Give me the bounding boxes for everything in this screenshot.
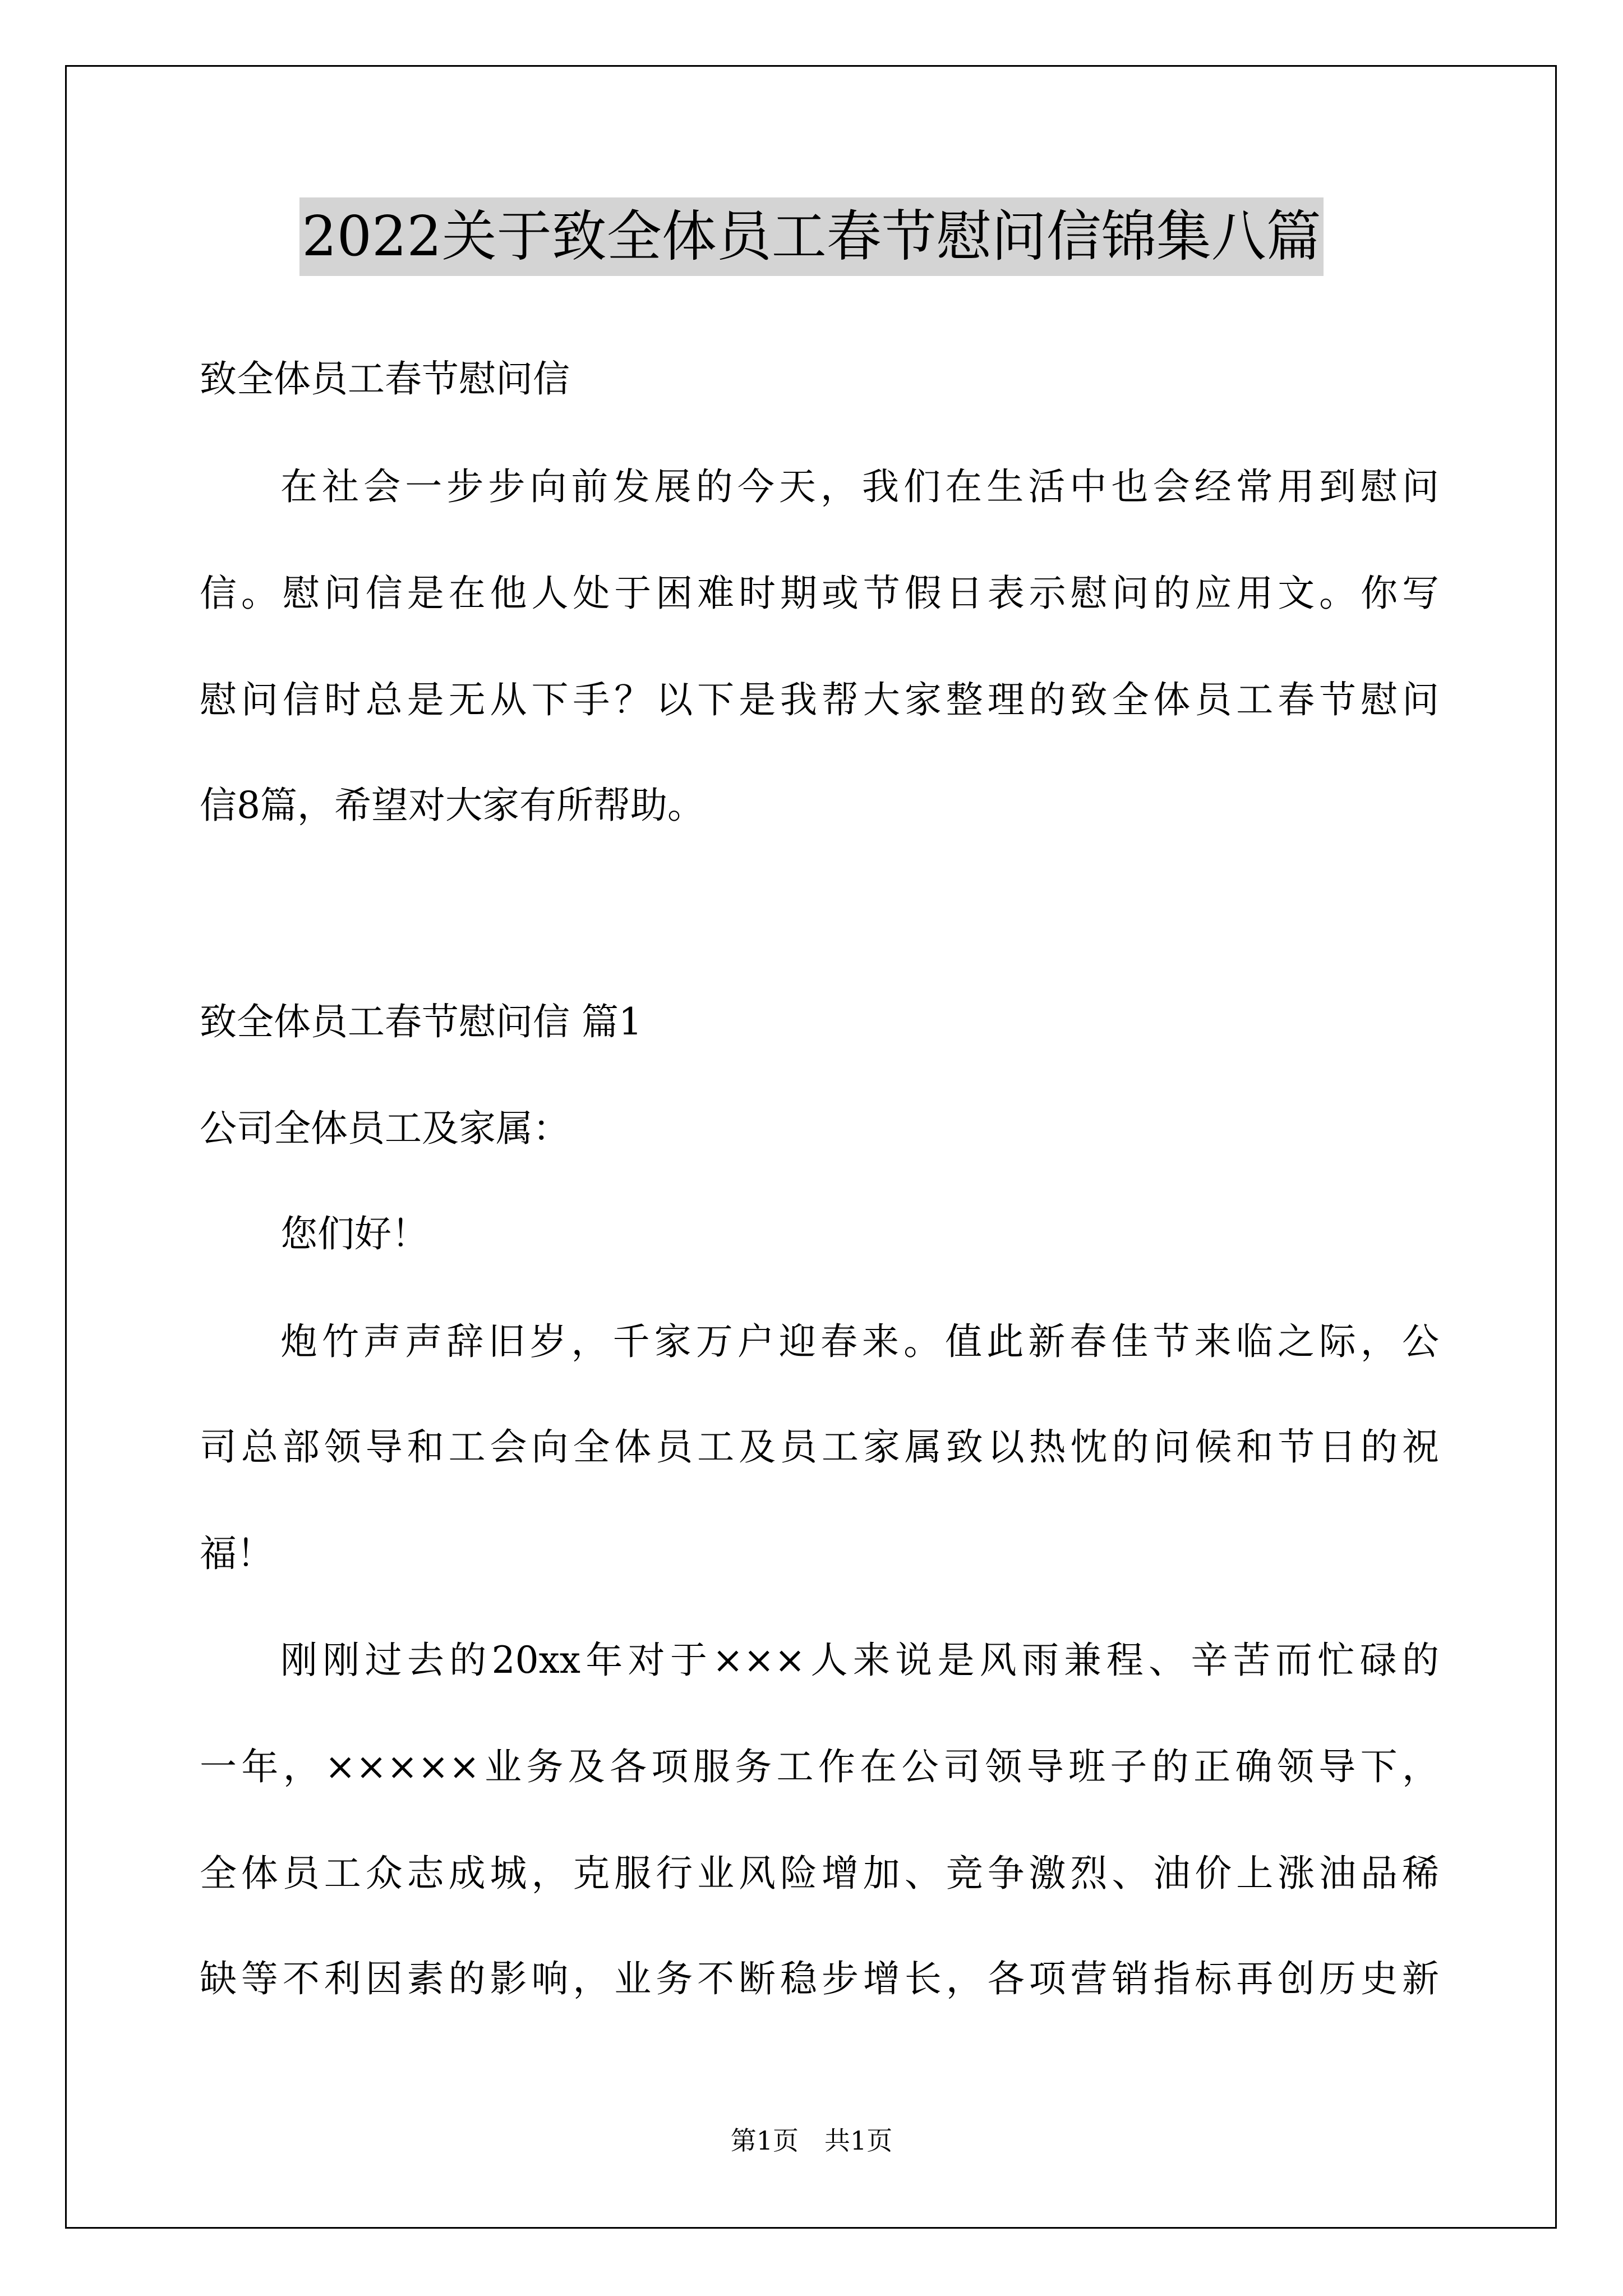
paragraph-line: 全体员工众志成城，克服行业风险增加、竞争激烈、油价上涨油品稀 (200, 1852, 1439, 1895)
greeting: 您们好！ (280, 1212, 428, 1255)
intro-line: 慰问信时总是无从下手？以下是我帮大家整理的致全体员工春节慰问 (200, 678, 1439, 721)
intro-line: 信8篇，希望对大家有所帮助。 (200, 784, 704, 827)
paragraph-line: 司总部领导和工会向全体员工及员工家属致以热忱的问候和节日的祝 (200, 1425, 1439, 1469)
page-footer: 第1页 共1页 (730, 2125, 893, 2156)
title-container (0, 197, 1623, 276)
paragraph-line: 缺等不利因素的影响，业务不断稳步增长，各项营销指标再创历史新 (200, 1957, 1439, 2000)
paragraph-line: 福！ (200, 1532, 274, 1575)
intro-line: 在社会一步步向前发展的今天，我们在生活中也会经常用到慰问 (280, 465, 1439, 508)
salutation: 公司全体员工及家属： (200, 1107, 570, 1150)
paragraph-line: 炮竹声声辞旧岁，千家万户迎春来。值此新春佳节来临之际，公 (280, 1320, 1439, 1363)
document-title: 2022关于致全体员工春节慰问信锦集八篇 (299, 197, 1323, 276)
paragraph-line: 刚刚过去的20xx年对于×××人来说是风雨兼程、辛苦而忙碌的 (280, 1639, 1439, 1682)
section-heading: 致全体员工春节慰问信 篇1 (200, 1000, 642, 1043)
intro-heading: 致全体员工春节慰问信 (200, 357, 570, 401)
intro-line: 信。慰问信是在他人处于困难时期或节假日表示慰问的应用文。你写 (200, 572, 1439, 615)
paragraph-line: 一年，×××××业务及各项服务工作在公司领导班子的正确领导下， (200, 1745, 1439, 1788)
